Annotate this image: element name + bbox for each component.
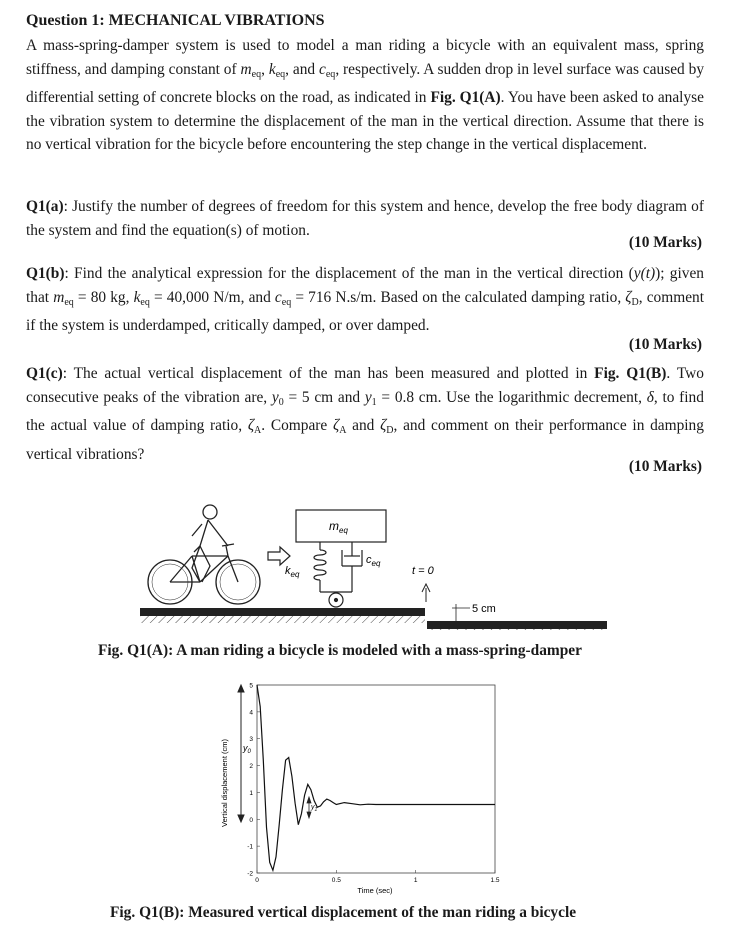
- q1c-marks: (10 Marks): [628, 458, 702, 475]
- y0-annotation: [238, 685, 244, 822]
- x-tick-label: 1: [413, 877, 418, 884]
- figure-a-caption: Fig. Q1(A): A man riding a bicycle is modeled with a mass-spring-damper: [98, 642, 582, 659]
- figure-b-chart: [215, 675, 515, 897]
- q1a-marks: (10 Marks): [628, 234, 702, 251]
- svg-text:meq: $m_{eq}$: [329, 519, 348, 535]
- y-tick-label: -1: [247, 843, 253, 851]
- y-tick-label: 0: [249, 816, 253, 824]
- question-1c: Q1(c): The actual vertical displacement of the man has been measured and plotted in Fig. Q1(B). Two consecutive peaks of the vibration are, $y_0 = 5$ cm and $y_1 = 0.8$ cm. Use the logarithmic decrement, δ, to find the actual value of damping ratio, $\zeta_A$. Compare $\zeta_A$ and $\zeta_D$, and comment on their performance in damping vertical vibrations?: [26, 365, 704, 463]
- question-1a: Q1(a): Justify the number of degrees of freedom for this system and hence, develop the free body diagram of the system and find the equation(s) of motion.: [26, 198, 704, 239]
- cyclist-icon: [148, 505, 260, 604]
- figure-a-diagram: [130, 490, 610, 630]
- contact-wheel-icon: [329, 593, 343, 607]
- question-1b: Q1(b): Find the analytical expression for the displacement of the man in the vertical direction (y(t)); given that $m_{eq} = 80$ kg, $k_{eq} = 40,000$ N/m, and $c_{eq} = 716$ N.s/m. Based on the calculated damping ratio, $\zeta_D$, comment if the system is underdamped, critically damped, or over damped.: [26, 265, 704, 334]
- fig-reference-b: Fig. Q1(B): [594, 365, 667, 382]
- spring-icon: [314, 542, 352, 592]
- q1b-label: Q1(b): [26, 265, 65, 282]
- y1-label: $y_1$: [311, 804, 318, 813]
- y-tick-label: -2: [247, 870, 253, 878]
- t0-arrow-icon: [422, 584, 430, 602]
- y-tick-label: 1: [249, 789, 253, 797]
- figure-b-caption: Fig. Q1(B): Measured vertical displacement of the man riding a bicycle: [110, 904, 577, 921]
- intro-paragraph: A mass-spring-damper system is used to model a man riding a bicycle with an equivalent mass, spring stiffness, and damping constant of $m_{eq}$, $k_{eq}$, and $c_{eq}$, respectively. A sudden drop in level surface was caused by differential setting of concrete blocks on the road, as indicated in Fig. Q1(A). You have been asked to analyse the vibration system to determine the displacement of the man in the vertical direction. Assume that there is no vertical vibration for the bicycle before encountering the step change in the vertical displacement.: [26, 37, 705, 153]
- q1c-label: Q1(c): [26, 365, 63, 382]
- direction-arrow-icon: [268, 547, 290, 565]
- chart-xlabel: Time (sec): [357, 886, 393, 895]
- svg-text:keq: $k_{eq}$: [285, 565, 300, 579]
- ground-lower: [427, 621, 607, 630]
- x-tick-label: 0: [255, 877, 259, 884]
- step-dimension: [452, 604, 470, 621]
- y-tick-label: 3: [249, 736, 253, 744]
- t0-label: t = 0: [412, 565, 434, 577]
- x-tick-label: 0.5: [331, 877, 341, 884]
- y-tick-label: 5: [249, 682, 253, 690]
- question-title: Question 1: MECHANICAL VIBRATIONS: [26, 12, 325, 29]
- q1b-marks: (10 Marks): [628, 336, 702, 353]
- damper-icon: [342, 542, 362, 592]
- ground-upper: [140, 608, 425, 623]
- chart-ylabel: Vertical displacement (cm): [220, 739, 229, 827]
- y0-label: $y_0$: [243, 743, 251, 755]
- y-tick-label: 4: [249, 709, 253, 717]
- y-tick-label: 2: [249, 763, 253, 771]
- step-label: 5 cm: [472, 603, 496, 615]
- fig-reference-a: Fig. Q1(A): [430, 89, 501, 106]
- q1a-label: Q1(a): [26, 198, 64, 215]
- x-tick-label: 1.5: [490, 877, 500, 884]
- svg-text:ceq: $c_{eq}$: [366, 554, 381, 568]
